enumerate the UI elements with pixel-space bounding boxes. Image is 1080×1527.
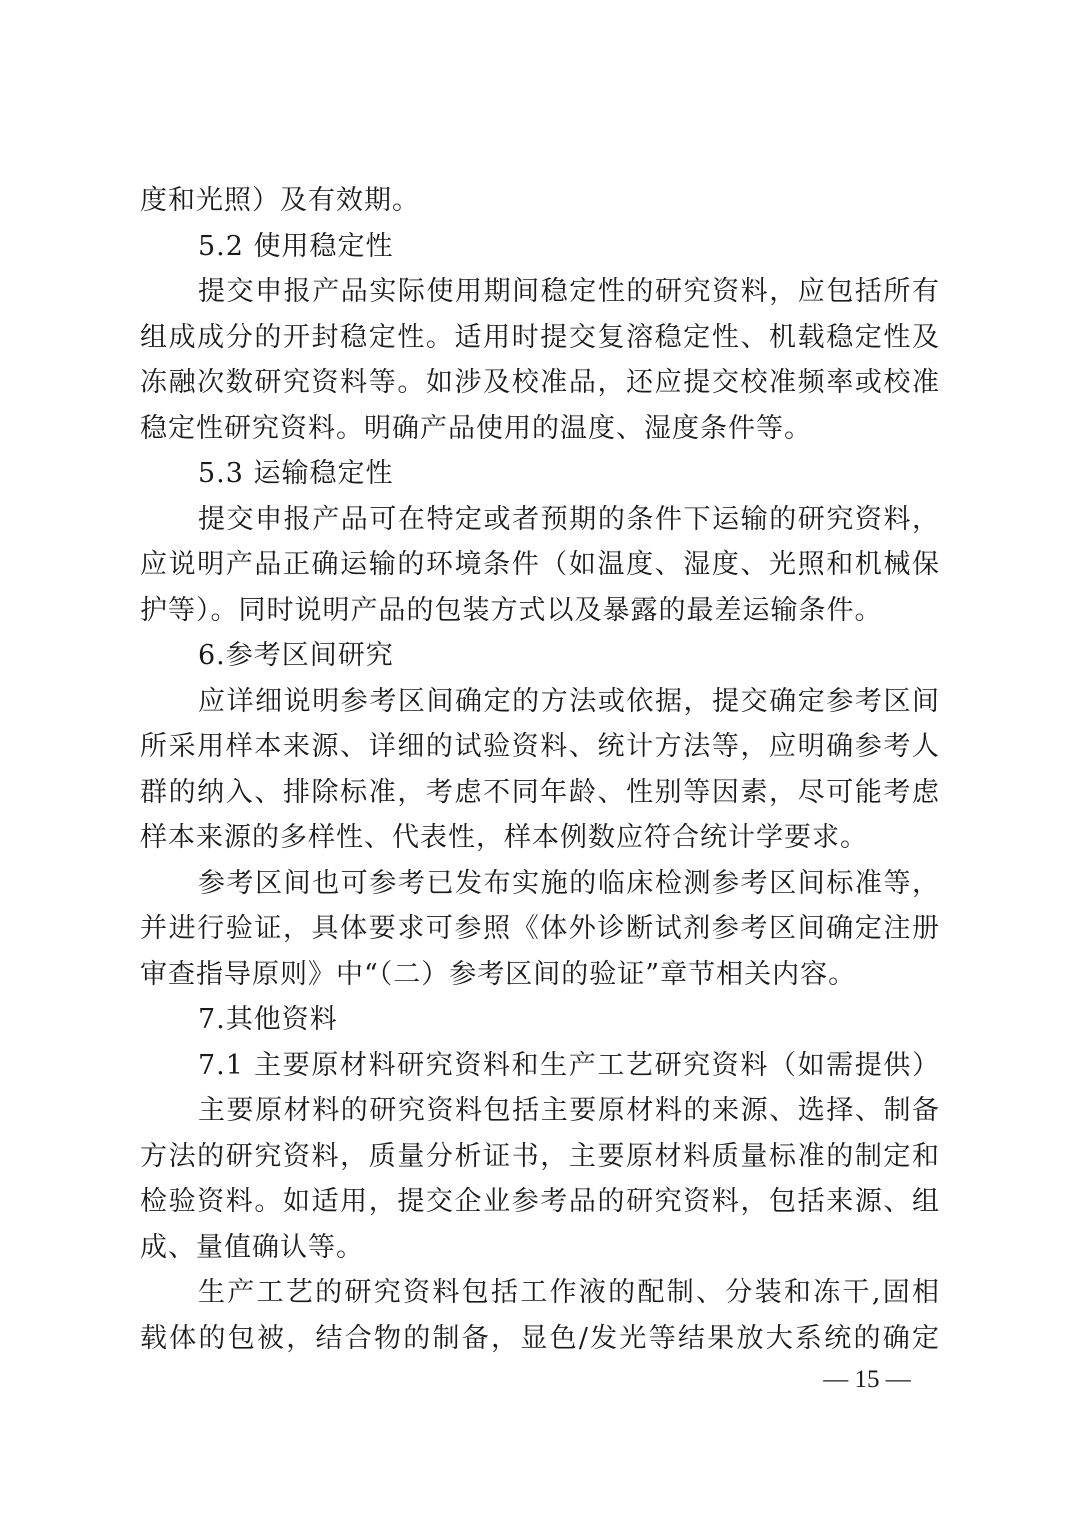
body-line: 成、量值确认等。 bbox=[140, 1231, 364, 1263]
body-line: 护等）。同时说明产品的包装方式以及暴露的最差运输条件。 bbox=[140, 594, 883, 626]
body-line: 冻融次数研究资料等。如涉及校准品，还应提交校准频率或校准 bbox=[140, 367, 940, 398]
body-line: 并进行验证，具体要求可参照《体外诊断试剂参考区间确定注册 bbox=[140, 913, 940, 944]
body-line: 7.1 主要原材料研究资料和生产工艺研究资料（如需提供） bbox=[198, 1049, 940, 1081]
body-line: 载体的包被，结合物的制备，显色/发光等结果放大系统的确定 bbox=[140, 1322, 940, 1354]
body-line: 检验资料。如适用，提交企业参考品的研究资料，包括来源、组 bbox=[140, 1186, 940, 1217]
body-line: 参考区间也可参考已发布实施的临床检测参考区间标准等， bbox=[198, 867, 940, 899]
body-line: 方法的研究资料，质量分析证书，主要原材料质量标准的制定和 bbox=[140, 1140, 940, 1172]
body-line: 6.参考区间研究 bbox=[198, 640, 394, 671]
body-line: 生产工艺的研究资料包括工作液的配制、分装和冻干,固相 bbox=[198, 1277, 940, 1308]
body-line: 度和光照）及有效期。 bbox=[140, 185, 420, 216]
body-line: 主要原材料的研究资料包括主要原材料的来源、选择、制备 bbox=[198, 1095, 940, 1126]
body-line: 应说明产品正确运输的环境条件（如温度、湿度、光照和机械保 bbox=[140, 549, 940, 580]
body-line: 审查指导原则》中“（二）参考区间的验证”章节相关内容。 bbox=[140, 958, 857, 990]
body-line: 样本来源的多样性、代表性，样本例数应符合统计学要求。 bbox=[140, 822, 868, 853]
body-line: 所采用样本来源、详细的试验资料、统计方法等，应明确参考人 bbox=[140, 731, 940, 762]
page-number: — 15 — bbox=[823, 1366, 911, 1393]
body-line: 提交申报产品可在特定或者预期的条件下运输的研究资料， bbox=[198, 503, 940, 535]
body-line: 组成成分的开封稳定性。适用时提交复溶稳定性、机载稳定性及 bbox=[140, 321, 940, 353]
body-line: 7.其他资料 bbox=[198, 1004, 338, 1035]
body-line: 应详细说明参考区间确定的方法或依据，提交确定参考区间 bbox=[198, 685, 940, 717]
document-body bbox=[140, 178, 940, 1361]
body-line: 群的纳入、排除标准，考虑不同年龄、性别等因素，尽可能考虑 bbox=[140, 776, 940, 808]
body-line: 稳定性研究资料。明确产品使用的温度、湿度条件等。 bbox=[140, 412, 812, 444]
body-line: 提交申报产品实际使用期间稳定性的研究资料，应包括所有 bbox=[198, 276, 940, 307]
body-line: 5.3 运输稳定性 bbox=[198, 458, 394, 489]
body-line: 5.2 使用稳定性 bbox=[198, 230, 394, 262]
